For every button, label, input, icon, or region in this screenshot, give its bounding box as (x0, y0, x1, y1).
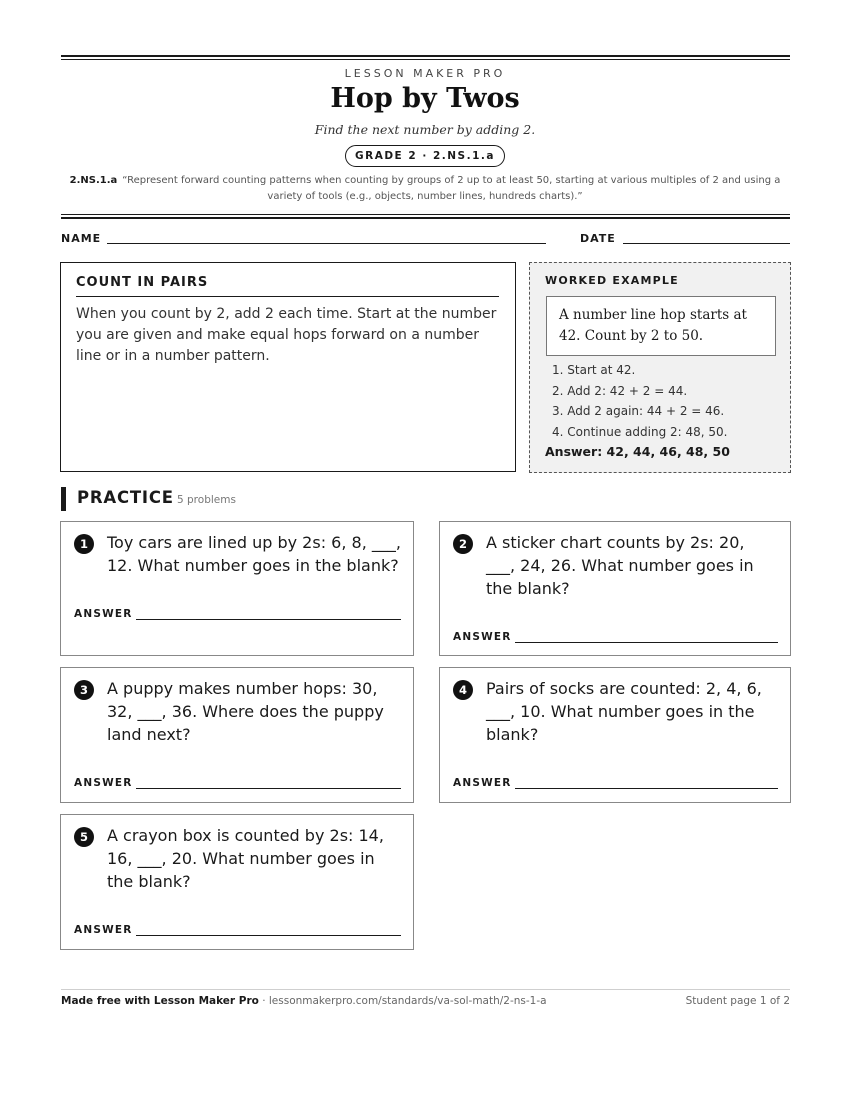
standard-text: “Represent forward counting patterns when counting by groups of 2 up to at least 50, starting at various multiples of 2 and using a variety of tools (e.g., objects, number lines, hundreds charts).” (122, 175, 781, 202)
name-field[interactable] (107, 243, 546, 244)
header-rule-thick (61, 55, 790, 57)
practice-heading: PRACTICE (77, 488, 174, 507)
answer-label: ANSWER (74, 777, 133, 789)
problem-text: A sticker chart counts by 2s: 20, ___, 24, 26. What number goes in the blank? (486, 533, 754, 598)
answer-label: ANSWER (74, 924, 133, 936)
concept-text: When you count by 2, add 2 each time. Start at the number you are given and make equal hops forward on a number line or in a number pattern. (76, 306, 497, 364)
answer-field[interactable] (515, 642, 778, 643)
answer-label: ANSWER (453, 777, 512, 789)
problem-number: 4 (453, 680, 473, 700)
problem-number: 1 (74, 534, 94, 554)
standard-code: 2.NS.1.a (69, 175, 118, 186)
divider-rule-thick (61, 217, 790, 219)
header-rule-thin (61, 59, 790, 60)
problem-text: Pairs of socks are counted: 2, 4, 6, ___, 10. What number goes in the blank? (486, 679, 762, 744)
worked-step: 1. Start at 42. (552, 363, 636, 377)
footer-page-number: Student page 1 of 2 (685, 995, 790, 1007)
problem-number: 3 (74, 680, 94, 700)
footer-made-with: Made free with Lesson Maker Pro (61, 995, 259, 1007)
problem-text: A crayon box is counted by 2s: 14, 16, ___, 20. What number goes in the blank? (107, 826, 384, 891)
worked-example-answer: Answer: 42, 44, 46, 48, 50 (545, 444, 730, 459)
worked-example-problem: A number line hop starts at 42. Count by 2 to 50. (546, 296, 776, 356)
worked-step: 3. Add 2 again: 44 + 2 = 46. (552, 404, 725, 418)
answer-field[interactable] (515, 788, 778, 789)
divider-rule-thin (61, 214, 790, 215)
brand-name: LESSON MAKER PRO (344, 67, 506, 80)
grade-badge: GRADE 2 · 2.NS.1.a (345, 145, 505, 167)
worked-step: 4. Continue adding 2: 48, 50. (552, 424, 728, 439)
page-title: Hop by Twos (330, 83, 520, 114)
concept-heading: COUNT IN PAIRS (76, 275, 499, 297)
problem-number: 5 (74, 827, 94, 847)
worked-example-heading: WORKED EXAMPLE (545, 274, 679, 287)
problem-card-3 (60, 667, 414, 803)
standard-description (64, 173, 786, 205)
answer-field[interactable] (136, 619, 401, 620)
answer-label: ANSWER (453, 631, 512, 643)
problem-card-1 (60, 521, 414, 656)
date-field[interactable] (623, 243, 790, 244)
worked-step: 2. Add 2: 42 + 2 = 44. (552, 383, 688, 398)
problem-card-2 (439, 521, 791, 656)
problem-number: 2 (453, 534, 473, 554)
worked-example-box (529, 262, 791, 473)
page-subtitle: Find the next number by adding 2. (314, 122, 536, 137)
footer-credit (61, 995, 547, 1007)
problem-card-4 (439, 667, 791, 803)
problem-text: A puppy makes number hops: 30, 32, ___, 36. Where does the puppy land next? (107, 679, 384, 744)
problem-card-5 (60, 814, 414, 950)
date-label: DATE (580, 232, 616, 245)
answer-field[interactable] (136, 935, 401, 936)
problem-text: Toy cars are lined up by 2s: 6, 8, ___, 12. What number goes in the blank? (107, 533, 401, 575)
footer-divider (61, 989, 790, 990)
answer-label: ANSWER (74, 608, 133, 620)
worked-example-steps (552, 360, 784, 442)
concept-box (60, 262, 516, 472)
answer-field[interactable] (136, 788, 401, 789)
practice-accent-bar (61, 487, 66, 511)
footer-url[interactable]: · lessonmakerpro.com/standards/va-sol-math/2-ns-1-a (258, 995, 547, 1007)
practice-count: 5 problems (177, 494, 236, 506)
name-label: NAME (61, 232, 102, 245)
